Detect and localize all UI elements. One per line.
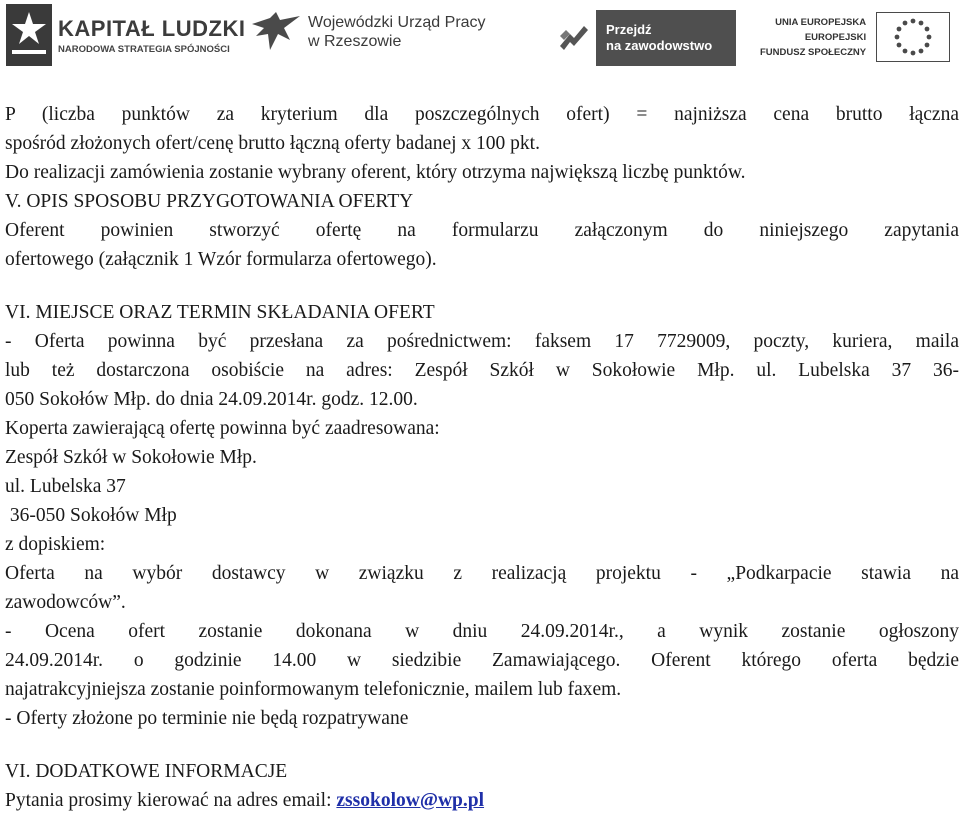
ue-line3: FUNDUSZ SPOŁECZNY [760,46,867,58]
logo-header [0,0,960,78]
section-7-label: Pytania prosimy kierować na adres email: [5,790,337,811]
ue-line2: EUROPEJSKI [804,31,867,43]
section-6-line13: najatrakcyjniejsza zostanie poinformowanym telefonicznie, mailem lub faxem. [5,679,622,700]
section-7-heading: VI. DODATKOWE INFORMACJE [5,761,288,782]
ue-logo [760,12,950,62]
przejdz-logo [556,10,736,66]
paragraph-criteria-line1: P (liczba punktów za kryterium dla poszczególnych ofert) = najniższa cena brutto łączna [5,104,959,125]
hands-icon [556,16,590,60]
section-5-line1: Oferent powinien stworzyć ofertę na formularzu załączonym do niniejszego zapytania [5,220,959,241]
section-6-line7: 36-050 Sokołów Młp [5,505,177,526]
eagle-icon [250,10,302,54]
kapital-ludzki-icon [6,4,52,66]
section-5-heading: V. OPIS SPOSOBU PRZYGOTOWANIA OFERTY [5,191,414,212]
section-6-heading: VI. MIEJSCE ORAZ TERMIN SKŁADANIA OFERT [5,302,435,323]
wup-line1: Wojewódzki Urząd Pracy [308,14,486,31]
section-6-line12: 24.09.2014r. o godzinie 14.00 w siedzibie Zamawiającego. Oferent którego oferta będzie [5,650,959,671]
section-6-line9: Oferta na wybór dostawcy w związku z realizacją projektu - „Podkarpacie stawia na [5,563,959,584]
kapital-ludzki-title: KAPITAŁ LUDZKI [58,15,246,41]
wup-logo [250,10,486,54]
section-6-line3: 050 Sokołów Młp. do dnia 24.09.2014r. godz. 12.00. [5,389,418,410]
section-6-line10: zawodowców”. [5,592,126,613]
eu-flag-icon [876,12,950,62]
section-5-line2: ofertowego (załącznik 1 Wzór formularza ofertowego). [5,249,437,270]
przejdz-line1: Przejdź [606,22,652,37]
spacer [5,733,959,757]
paragraph-criteria-line2: spośród złożonych ofert/cenę brutto łączną oferty badanej x 100 pkt. [5,133,540,154]
section-6-line5: Zespół Szkół w Sokołowie Młp. [5,447,257,468]
przejdz-box [596,10,736,66]
email-link[interactable]: zssokolow@wp.pl [336,790,485,811]
przejdz-line2: na zawodowstwo [606,38,713,53]
section-6-line6: ul. Lubelska 37 [5,476,126,497]
kapital-ludzki-subtitle: NARODOWA STRATEGIA SPÓJNOŚCI [58,43,230,55]
kapital-ludzki-logo [6,4,245,66]
section-6-line1: - Oferta powinna być przesłana za pośrednictwem: faksem 17 7729009, poczty, kuriera, maila [5,331,959,352]
wup-line2: w Rzeszowie [308,33,402,50]
paragraph-selection: Do realizacji zamówienia zostanie wybrany oferent, który otrzyma największą liczbę punktów. [5,162,746,183]
spacer [5,274,959,298]
section-6-line11: - Ocena ofert zostanie dokonana w dniu 24.09.2014r., a wynik zostanie ogłoszony [5,621,959,642]
ue-line1: UNIA EUROPEJSKA [775,16,867,28]
section-7-text [5,786,959,815]
section-6-line4: Koperta zawierającą ofertę powinna być zaadresowana: [5,418,440,439]
section-6-line2: lub też dostarczona osobiście na adres: Zespół Szkół w Sokołowie Młp. ul. Lubelska 37 36- [5,360,959,381]
section-6-line8: z dopiskiem: [5,534,106,555]
document-body [5,100,959,815]
section-6-line14: - Oferty złożone po terminie nie będą rozpatrywane [5,708,409,729]
